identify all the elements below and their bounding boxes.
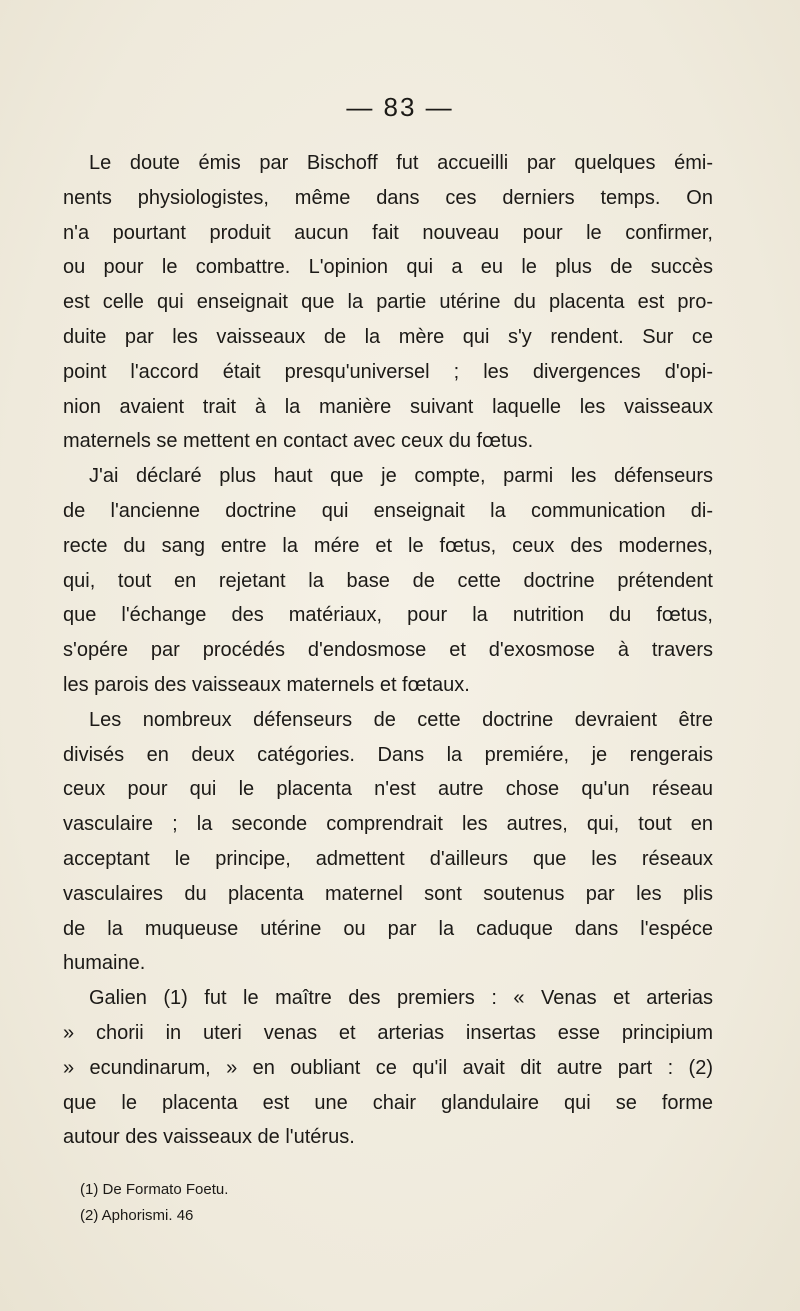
text-line: que l'échange des matériaux, pour la nutrition du fœtus, <box>63 604 713 627</box>
text-line: Le doute émis par Bischoff fut accueilli par quelques émi- <box>89 152 713 174</box>
text-line: les parois des vaisseaux maternels et fœtaux. <box>63 673 470 696</box>
text-line: de l'ancienne doctrine qui enseignait la communication di- <box>63 499 713 522</box>
text-line: divisés en deux catégories. Dans la premiére, je rengerais <box>63 743 713 766</box>
text-line: nents physiologistes, même dans ces derniers temps. On <box>63 186 713 209</box>
text-line: maternels se mettent en contact avec ceux du fœtus. <box>63 430 534 453</box>
text-line: nion avaient trait à la manière suivant laquelle les vaisseaux <box>63 395 713 418</box>
body-text <box>63 146 713 1155</box>
text-line: autour des vaisseaux de l'utérus. <box>63 1126 355 1149</box>
text-line: point l'accord était presqu'universel ; les divergences d'opi- <box>63 360 713 383</box>
text-line: vasculaire ; la seconde comprendrait les autres, qui, tout en <box>63 813 713 836</box>
text-line: » chorii in uteri venas et arterias insertas esse principium <box>63 1021 713 1044</box>
footnotes <box>80 1177 580 1229</box>
text-line: duite par les vaisseaux de la mère qui s'y rendent. Sur ce <box>63 325 713 348</box>
page-number: — 83 — <box>346 92 454 122</box>
text-line: humaine. <box>63 952 146 975</box>
text-line: que le placenta est une chair glandulaire qui se forme <box>63 1091 713 1114</box>
text-line: est celle qui enseignait que la partie utérine du placenta est pro- <box>63 291 713 314</box>
text-line: n'a pourtant produit aucun fait nouveau pour le confirmer, <box>63 221 713 244</box>
text-line: Les nombreux défenseurs de cette doctrine devraient être <box>89 708 713 731</box>
text-line: » ecundinarum, » en oubliant ce qu'il avait dit autre part : (2) <box>63 1056 713 1079</box>
text-line: de la muqueuse utérine ou par la caduque dans l'espéce <box>63 917 713 940</box>
text-line: ou pour le combattre. L'opinion qui a eu le plus de succès <box>63 256 713 279</box>
footnote: (1) De Formato Foetu. <box>80 1181 229 1198</box>
footnote: (2) Aphorismi. 46 <box>80 1207 194 1224</box>
text-line: J'ai déclaré plus haut que je compte, parmi les défenseurs <box>89 465 713 488</box>
text-line: Galien (1) fut le maître des premiers : « Venas et arterias <box>89 987 713 1010</box>
text-line: recte du sang entre la mére et le fœtus, ceux des modernes, <box>63 534 713 557</box>
text-line: s'opére par procédés d'endosmose et d'exosmose à travers <box>63 639 713 662</box>
text-line: vasculaires du placenta maternel sont soutenus par les plis <box>63 882 713 905</box>
text-line: qui, tout en rejetant la base de cette doctrine prétendent <box>63 569 713 592</box>
text-line: ceux pour qui le placenta n'est autre chose qu'un réseau <box>63 778 713 801</box>
text-line: acceptant le principe, admettent d'ailleurs que les réseaux <box>63 847 713 870</box>
